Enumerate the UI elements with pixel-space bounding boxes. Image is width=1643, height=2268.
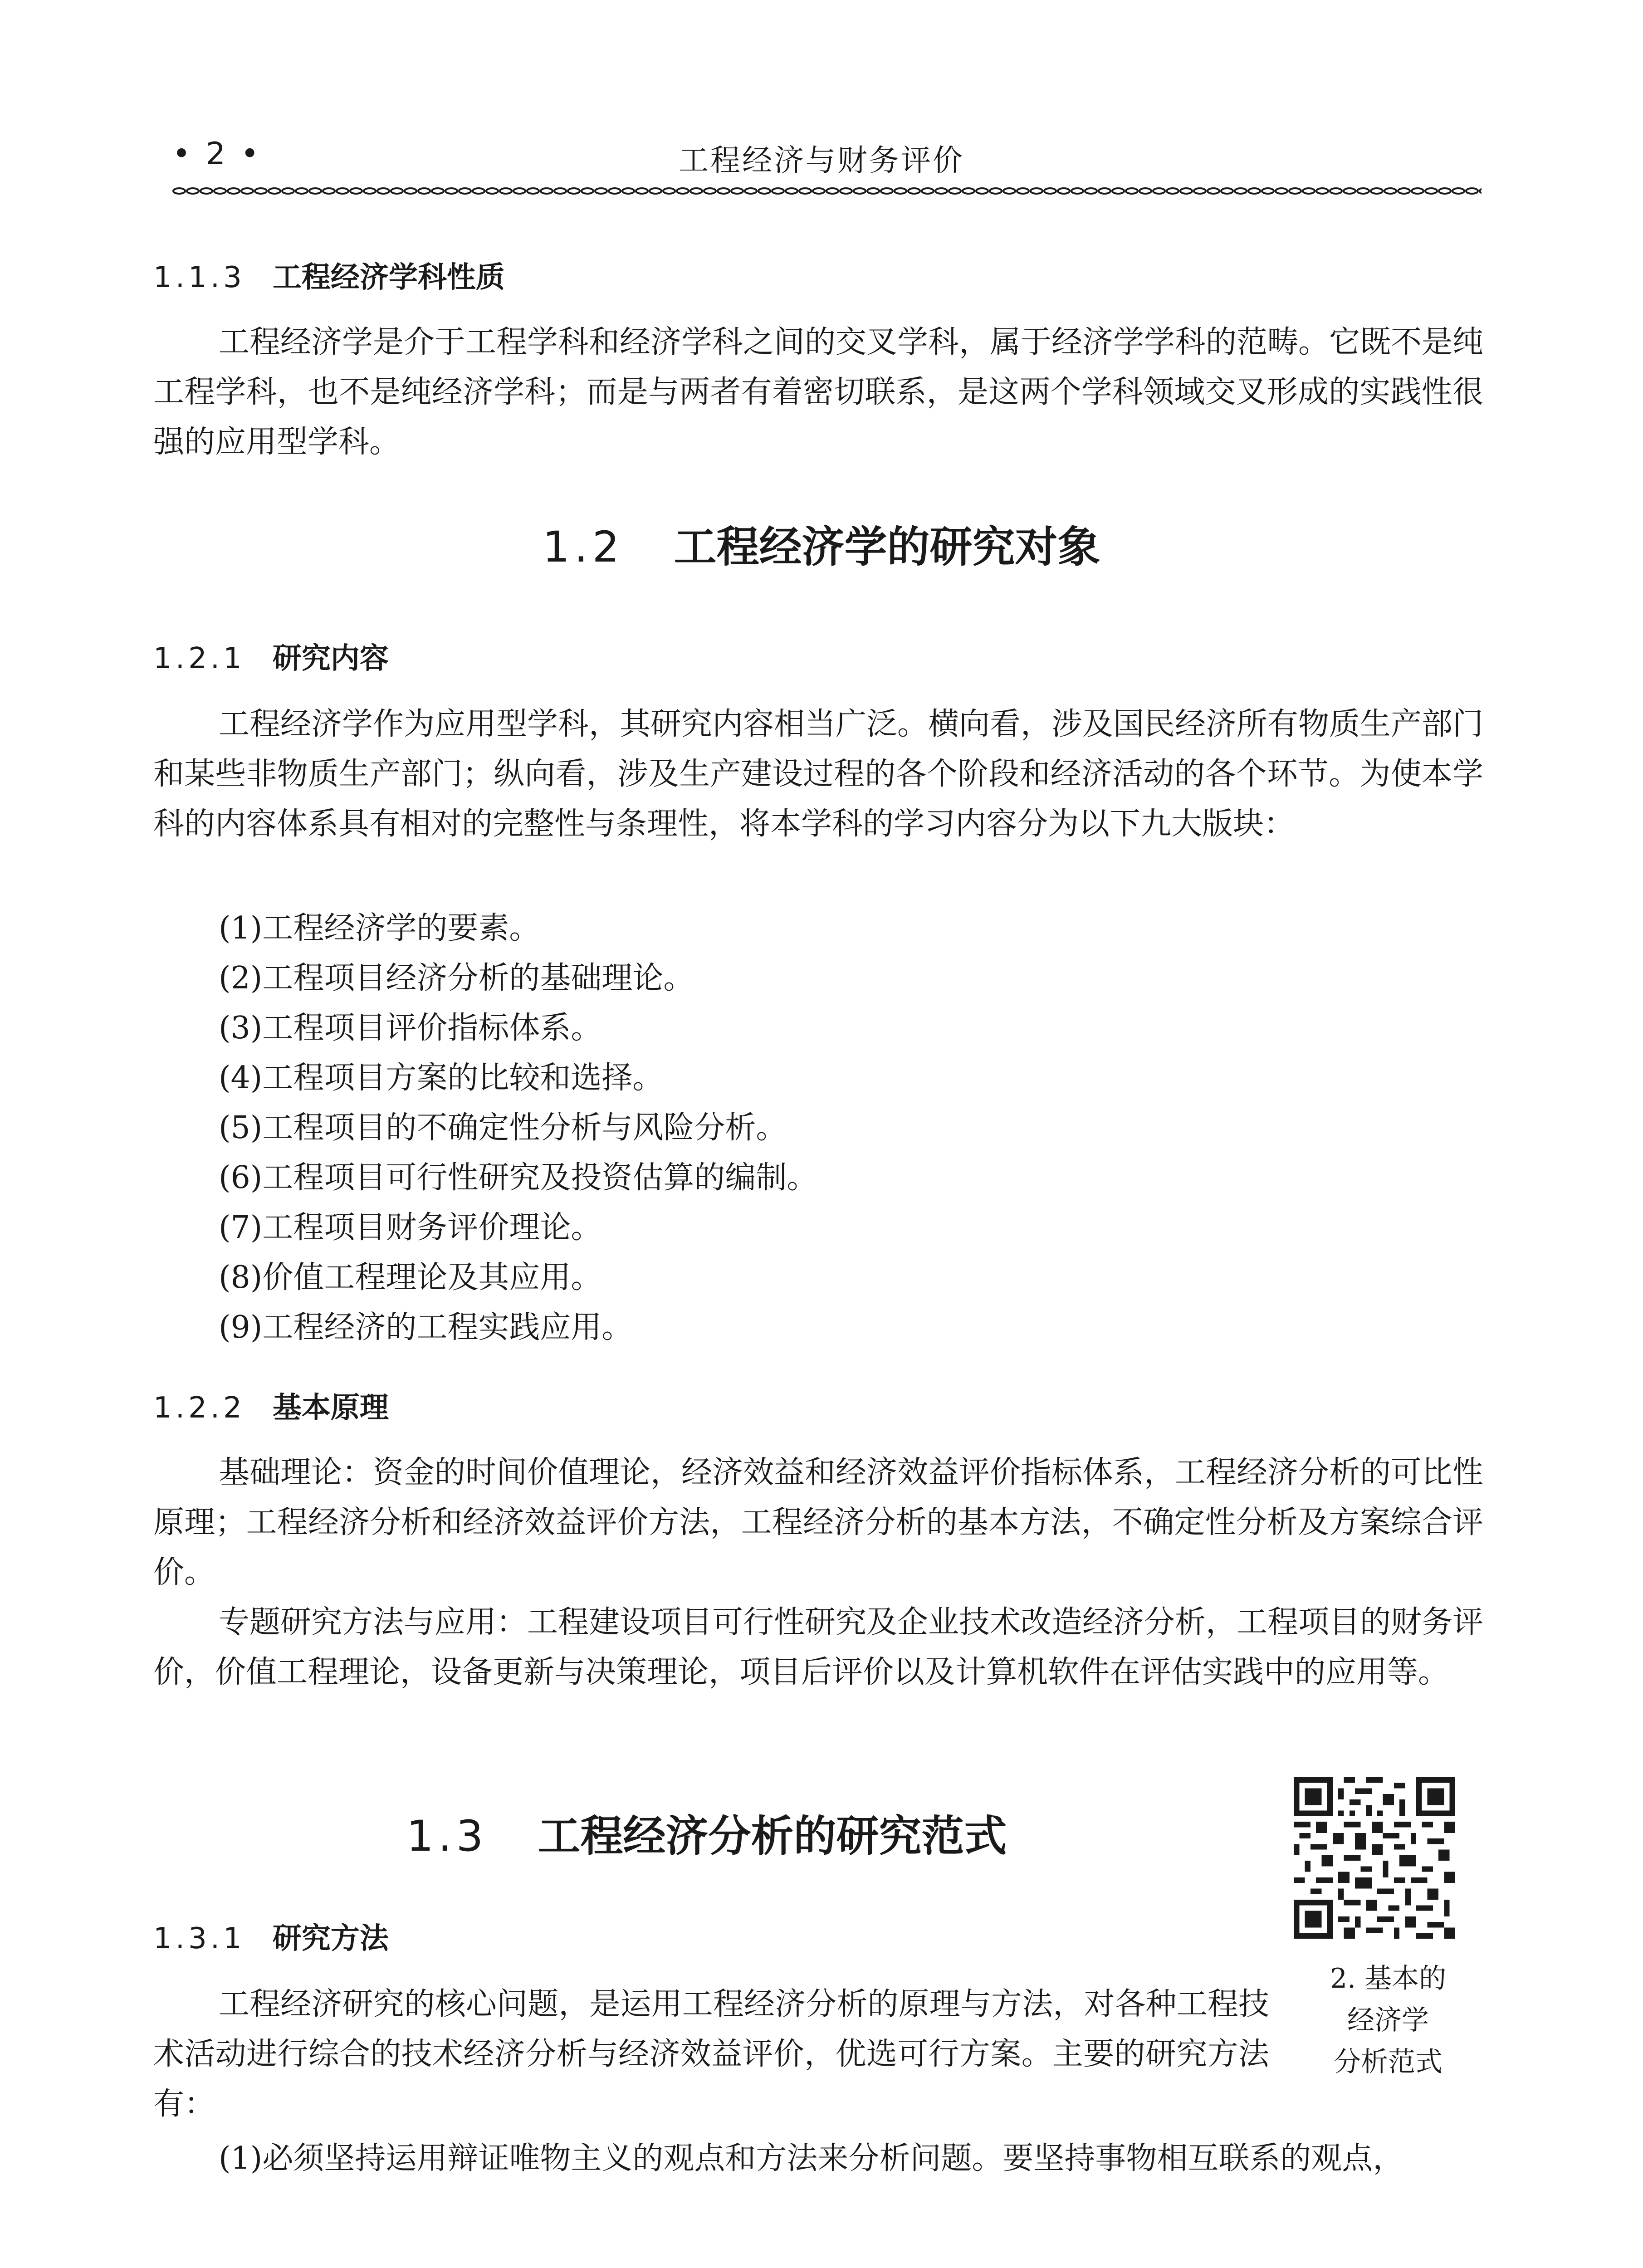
qr-caption-line: 2. 基本的 [1330, 1963, 1447, 1994]
list-item: (6)工程项目可行性研究及投资估算的编制。 [219, 1160, 818, 1196]
subsection-heading-1-2-2 [153, 1384, 389, 1426]
paragraph-special-methods: 专题研究方法与应用：工程建设项目可行性研究及企业技术改造经济分析，工程项目的财务评价，价值工程理论，设备更新与决策理论，项目后评价以及计算机软件在评估实践中的应用等。 [153, 1604, 1484, 1690]
list-item: (2)工程项目经济分析的基础理论。 [219, 960, 694, 996]
paragraph-research-methods: 工程经济研究的核心问题，是运用工程经济分析的原理与方法，对各种工程技术活动进行综合的技术经济分析与经济效益评价，优选可行方案。主要的研究方法有： [153, 1986, 1269, 2122]
list-item: (9)工程经济的工程实践应用。 [219, 1310, 633, 1345]
qr-caption-line: 分析范式 [1334, 2046, 1443, 2078]
page-number: • 2 • [172, 136, 262, 172]
subsection-number: 1.2.2 [153, 1391, 245, 1425]
list-item: (5)工程项目的不确定性分析与风险分析。 [219, 1110, 787, 1146]
subsection-title: 研究内容 [272, 642, 389, 675]
section-number: 1.3 [406, 1812, 488, 1861]
subsection-title: 基本原理 [272, 1391, 389, 1425]
list-item: (1)必须坚持运用辩证唯物主义的观点和方法来分析问题。要坚持事物相互联系的观点， [219, 2141, 1404, 2176]
paragraph-research-content: 工程经济学作为应用型学科，其研究内容相当广泛。横向看，涉及国民经济所有物质生产部门和某些非物质生产部门；纵向看，涉及生产建设过程的各个阶段和经济活动的各个环节。为使本学科的内容体系具有相对的完整性与条理性，将本学科的学习内容分为以下九大版块： [153, 706, 1484, 842]
qr-finder-top-left [1294, 1777, 1333, 1816]
list-item: (8)价值工程理论及其应用。 [219, 1260, 602, 1295]
qr-finder-bottom-left [1294, 1900, 1333, 1939]
qr-code[interactable] [1294, 1777, 1455, 1939]
subsection-heading-1-1-3 [153, 254, 505, 296]
subsection-title: 研究方法 [272, 1922, 389, 1955]
subsection-number: 1.1.3 [153, 261, 245, 294]
paragraph-basic-theory: 基础理论：资金的时间价值理论，经济效益和经济效益评价指标体系，工程经济分析的可比性原理；工程经济分析和经济效益评价方法，工程经济分析的基本方法，不确定性分析及方案综合评价。 [153, 1455, 1484, 1590]
section-heading-1-2 [543, 513, 1100, 574]
qr-caption [1288, 1958, 1488, 2083]
header-decorative-rule [172, 185, 1482, 197]
qr-caption-line: 经济学 [1347, 2004, 1429, 2036]
list-item: (4)工程项目方案的比较和选择。 [219, 1060, 664, 1096]
subsection-number: 1.3.1 [153, 1922, 245, 1955]
list-item: (3)工程项目评价指标体系。 [219, 1010, 602, 1046]
section-title: 工程经济分析的研究范式 [538, 1812, 1007, 1861]
running-header-title: 工程经济与财务评价 [679, 143, 964, 178]
section-heading-1-3 [406, 1802, 1007, 1863]
paragraph-discipline-nature: 工程经济学是介于工程学科和经济学科之间的交叉学科，属于经济学学科的范畴。它既不是纯工程学科，也不是纯经济学科；而是与两者有着密切联系，是这两个学科领域交叉形成的实践性很强的应用型学科。 [153, 324, 1484, 460]
subsection-number: 1.2.1 [153, 642, 245, 675]
subsection-heading-1-2-1 [153, 635, 389, 677]
list-item: (7)工程项目财务评价理论。 [219, 1210, 602, 1246]
section-number: 1.2 [543, 523, 624, 572]
list-item: (1)工程经济学的要素。 [219, 910, 540, 946]
subsection-title: 工程经济学科性质 [272, 261, 505, 294]
section-title: 工程经济学的研究对象 [674, 523, 1100, 572]
subsection-heading-1-3-1 [153, 1915, 389, 1957]
qr-finder-top-right [1416, 1777, 1455, 1816]
